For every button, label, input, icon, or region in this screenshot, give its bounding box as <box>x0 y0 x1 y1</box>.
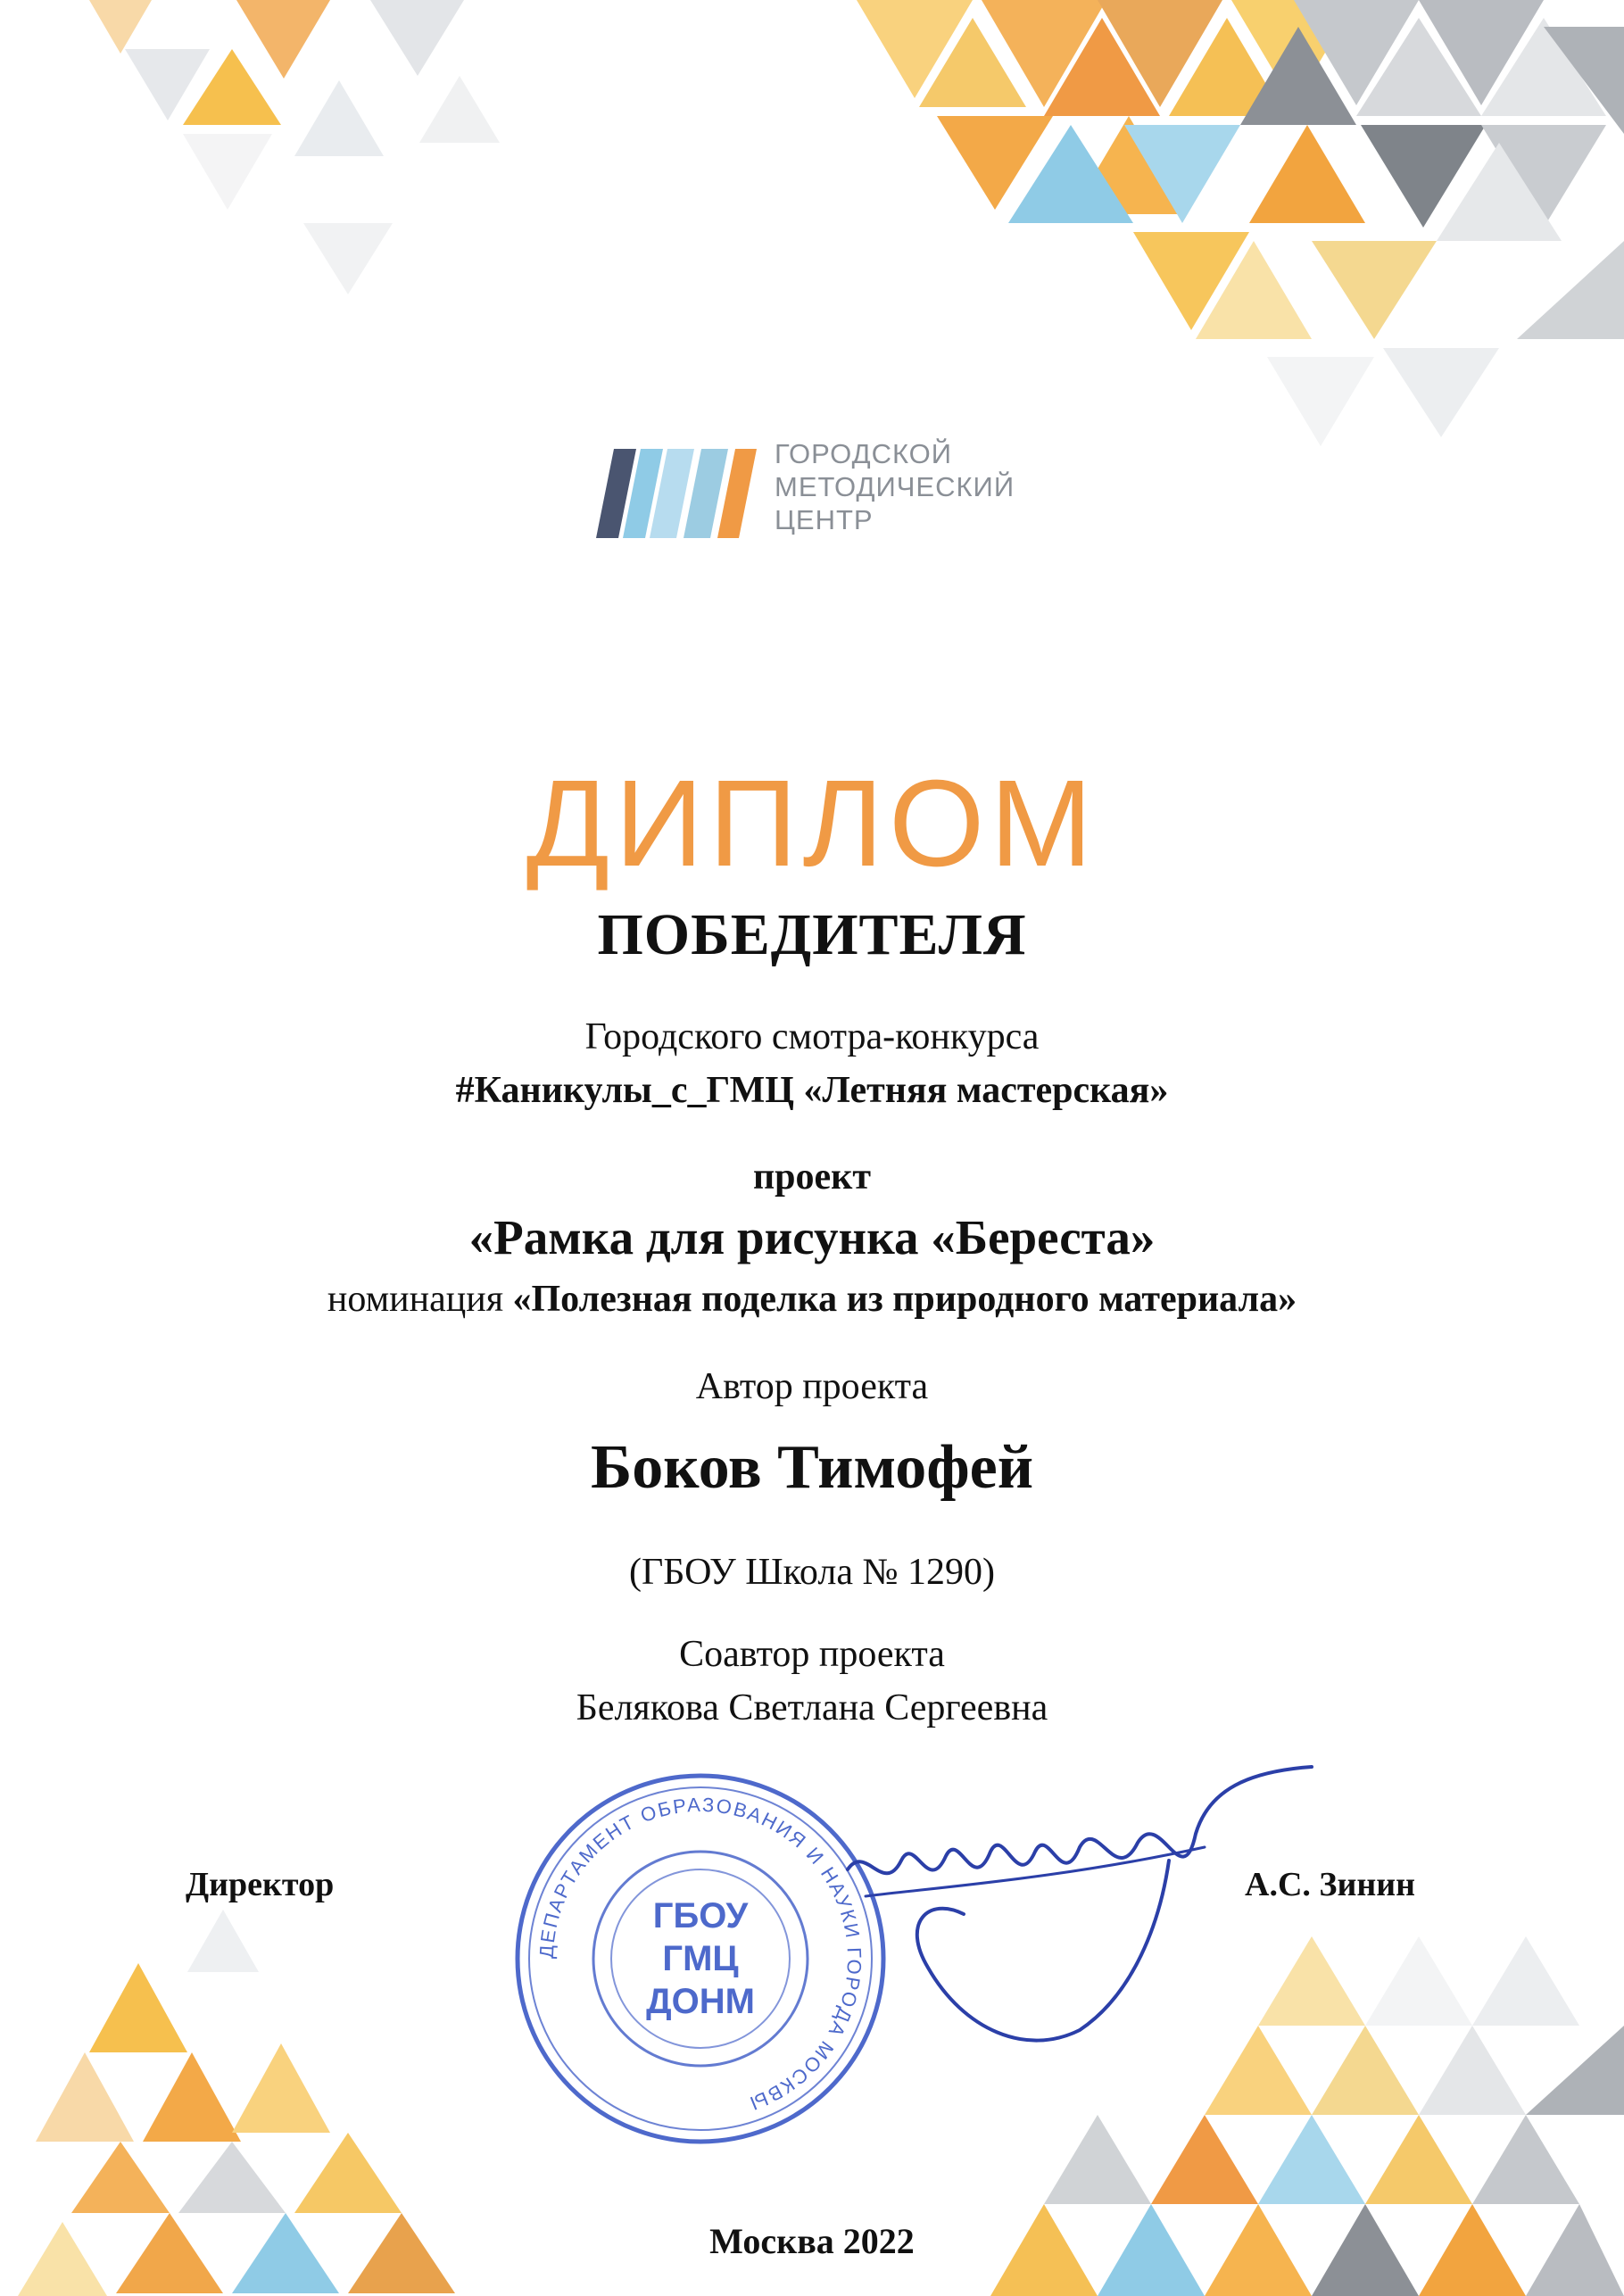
author-label: Автор проекта <box>695 1366 929 1407</box>
diploma-subtitle: ПОБЕДИТЕЛЯ <box>597 902 1027 967</box>
svg-text:ГМЦ: ГМЦ <box>662 1939 739 1978</box>
svg-text:ГБОУ: ГБОУ <box>652 1896 749 1935</box>
coauthor-name: Белякова Светлана Сергеевна <box>576 1687 1048 1728</box>
logo-line-1: ГОРОДСКОЙ <box>775 438 953 469</box>
logo-line-3: ЦЕНТР <box>775 504 874 535</box>
project-label: проект <box>752 1156 872 1198</box>
nomination-label: номинация <box>327 1279 504 1320</box>
nomination-line <box>0 1278 1624 1321</box>
nomination-name: «Полезная поделка из природного материала» <box>512 1279 1297 1320</box>
director-label: Директор <box>186 1866 335 1903</box>
svg-text:ДЕПАРТАМЕНТ ОБРАЗОВАНИЯ И НАУК: ДЕПАРТАМЕНТ ОБРАЗОВАНИЯ И НАУКИ ГОРОДА МОСКВЫ <box>534 1793 866 2116</box>
svg-text:ДОНМ: ДОНМ <box>646 1982 755 2021</box>
logo-line-2: МЕТОДИЧЕСКИЙ <box>775 471 1015 502</box>
contest-line-2: #Каникулы_с_ГМЦ «Летняя мастерская» <box>455 1070 1169 1111</box>
author-name: Боков Тимофей <box>590 1433 1034 1502</box>
school-name: (ГБОУ Школа № 1290) <box>628 1552 996 1593</box>
handwritten-signature <box>830 1762 1347 2057</box>
director-name: А.С. Зинин <box>1245 1866 1416 1903</box>
contest-line-1: Городского смотра-конкурса <box>584 1016 1040 1057</box>
coauthor-label: Соавтор проекта <box>679 1634 945 1675</box>
place-year: Москва 2022 <box>709 2221 915 2261</box>
logo-text <box>775 437 1015 536</box>
diploma-title: ДИПЛОМ <box>526 755 1098 892</box>
project-name: «Рамка для рисунка «Береста» <box>468 1210 1156 1264</box>
